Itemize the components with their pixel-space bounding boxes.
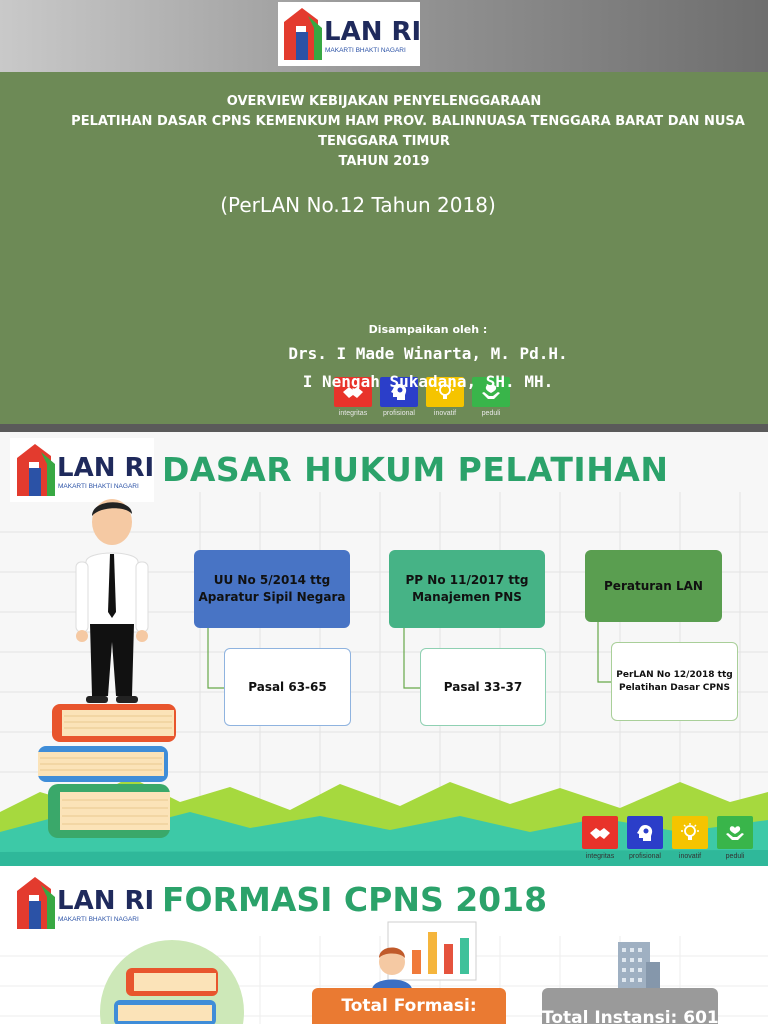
presentation-title — [0, 92, 768, 172]
logo-text: LAN RI — [57, 886, 154, 916]
logo-text: LAN RI — [324, 17, 420, 47]
value-label: integritas — [338, 410, 368, 417]
hands-heart-icon — [717, 816, 753, 849]
logo-tagline: MAKARTI BHAKTI NAGARI — [325, 47, 406, 54]
lan-ri-logo — [278, 2, 420, 66]
presented-by-label: Disampaikan oleh : — [368, 323, 488, 336]
law-card-pp: PP No 11/2017 ttg Manajemen PNS — [389, 550, 545, 628]
value-label: profisional — [383, 410, 415, 417]
value-label: profisional — [629, 853, 661, 860]
presenter-name: I Nengah Sukadana, SH. MH. — [302, 372, 554, 391]
slide-title: FORMASI CPNS 2018 — [162, 880, 548, 919]
title-line: PELATIHAN DASAR CPNS KEMENKUM HAM PROV. BALINNUASA TENGGARA BARAT DAN NUSA — [71, 114, 745, 129]
title-line: TENGGARA TIMUR — [318, 134, 450, 149]
value-label: integritas — [585, 853, 615, 860]
lightbulb-icon — [672, 816, 708, 849]
law-detail-perlan: PerLAN No 12/2018 ttg Pelatihan Dasar CPNS — [611, 642, 738, 721]
value-label: peduli — [725, 853, 745, 860]
logo-tagline: MAKARTI BHAKTI NAGARI — [58, 916, 139, 923]
value-inovatif — [672, 816, 708, 860]
head-gear-icon — [627, 816, 663, 849]
presenter-name: Drs. I Made Winarta, M. Pd.H. — [288, 344, 568, 363]
value-peduli — [717, 816, 753, 860]
value-integritas — [582, 816, 618, 860]
title-line: TAHUN 2019 — [338, 154, 430, 169]
value-profisional — [627, 816, 663, 860]
value-label: inovatif — [678, 853, 702, 860]
core-values-row — [582, 816, 753, 860]
law-card-peraturan-lan: Peraturan LAN — [585, 550, 722, 622]
logo-text: LAN RI — [57, 453, 154, 483]
total-instansi-card: Total Instansi: 601 — [542, 988, 718, 1024]
law-card-uu: UU No 5/2014 ttg Aparatur Sipil Negara — [194, 550, 350, 628]
legal-basis-slide — [0, 432, 768, 866]
logo-tagline: MAKARTI BHAKTI NAGARI — [58, 483, 139, 490]
value-label: inovatif — [433, 410, 457, 417]
slide-title: DASAR HUKUM PELATIHAN — [162, 450, 669, 489]
total-formasi-card: Total Formasi: — [312, 988, 506, 1024]
formasi-slide — [0, 866, 768, 1024]
slide-divider — [0, 424, 768, 432]
law-detail-uu: Pasal 63-65 — [224, 648, 351, 726]
handshake-icon — [582, 816, 618, 849]
value-label: peduli — [481, 410, 501, 417]
regulation-subtitle: (PerLAN No.12 Tahun 2018) — [220, 193, 496, 217]
title-slide — [0, 0, 768, 432]
title-line: OVERVIEW KEBIJAKAN PENYELENGGARAAN — [226, 94, 542, 109]
law-detail-pp: Pasal 33-37 — [420, 648, 546, 726]
